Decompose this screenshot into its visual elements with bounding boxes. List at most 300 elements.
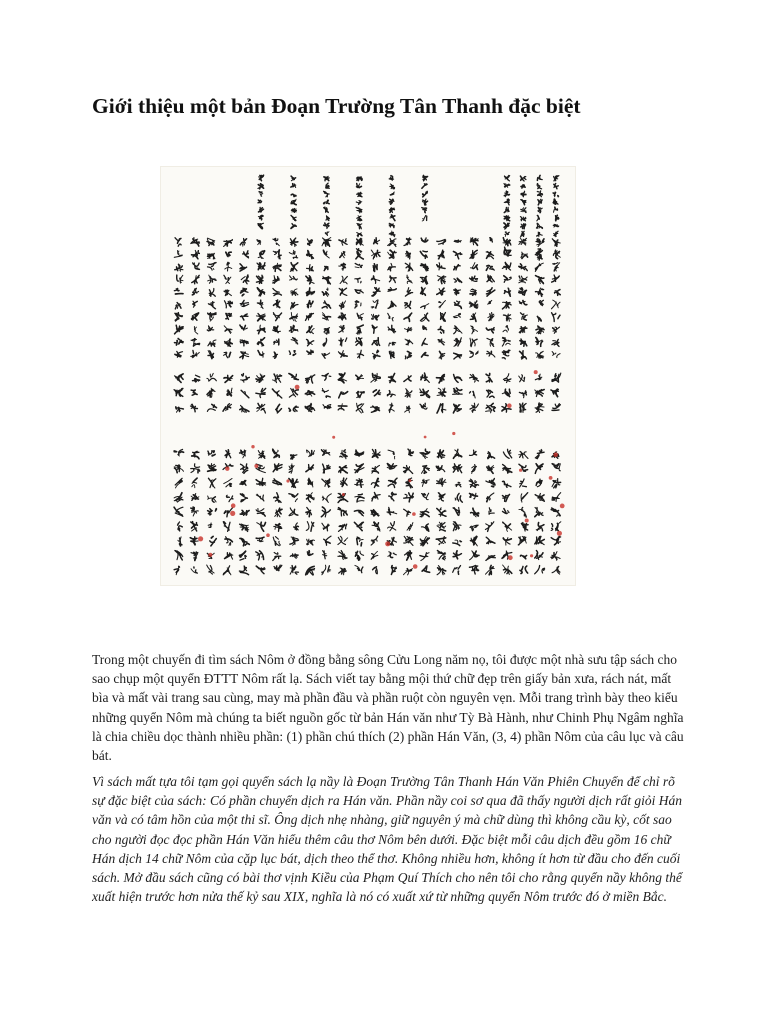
manuscript-glyph: [535, 537, 545, 545]
red-punctuation-mark: [508, 555, 513, 560]
manuscript-glyph: [273, 374, 282, 383]
manuscript-glyph: [404, 536, 413, 545]
manuscript-glyph: [322, 353, 330, 358]
red-punctuation-mark: [549, 476, 553, 480]
manuscript-glyph: [388, 288, 396, 292]
manuscript-glyph: [291, 215, 296, 221]
manuscript-glyph: [240, 405, 249, 412]
manuscript-glyph: [339, 568, 346, 575]
manuscript-glyph: [535, 551, 543, 560]
manuscript-glyph: [486, 252, 493, 259]
manuscript-glyph: [324, 536, 331, 545]
manuscript-glyph: [326, 216, 329, 221]
manuscript-glyph: [520, 566, 528, 574]
manuscript-glyph: [326, 183, 329, 188]
manuscript-glyph: [371, 478, 379, 487]
manuscript-glyph: [175, 313, 183, 321]
manuscript-glyph: [537, 316, 541, 321]
manuscript-glyph: [554, 290, 560, 296]
manuscript-glyph: [339, 288, 347, 295]
manuscript-glyph: [290, 313, 298, 322]
manuscript-glyph: [554, 207, 558, 212]
manuscript-glyph: [421, 313, 429, 321]
manuscript-glyph: [256, 494, 264, 501]
manuscript-glyph: [437, 375, 445, 383]
manuscript-glyph: [439, 351, 445, 358]
manuscript-glyph: [239, 566, 248, 575]
manuscript-glyph: [307, 450, 315, 456]
manuscript-glyph: [274, 523, 282, 531]
manuscript-glyph: [258, 184, 264, 189]
manuscript-glyph: [404, 376, 411, 382]
manuscript-glyph: [290, 566, 298, 575]
manuscript-glyph: [372, 449, 380, 457]
manuscript-glyph: [388, 301, 396, 308]
manuscript-glyph: [486, 403, 496, 413]
red-punctuation-mark: [413, 564, 418, 569]
manuscript-glyph: [191, 522, 198, 531]
manuscript-glyph: [208, 509, 217, 515]
manuscript-glyph: [422, 353, 429, 357]
manuscript-glyph: [291, 303, 298, 309]
page-title: Giới thiệu một bản Đoạn Trường Tân Thanh đặc biệt: [92, 94, 581, 118]
manuscript-glyph: [355, 290, 363, 294]
manuscript-glyph: [373, 264, 377, 272]
manuscript-glyph: [240, 340, 248, 346]
manuscript-glyph: [502, 338, 510, 347]
red-punctuation-mark: [266, 533, 270, 537]
manuscript-glyph: [290, 554, 298, 559]
manuscript-glyph: [240, 494, 247, 502]
manuscript-glyph: [256, 551, 264, 560]
manuscript-glyph: [191, 494, 199, 501]
manuscript-glyph: [289, 406, 298, 411]
manuscript-glyph: [274, 565, 282, 571]
manuscript-glyph: [322, 374, 331, 381]
manuscript-glyph: [535, 449, 544, 458]
manuscript-glyph: [355, 278, 361, 283]
manuscript-glyph: [503, 522, 512, 532]
manuscript-glyph: [372, 288, 380, 296]
manuscript-glyph: [224, 240, 233, 247]
manuscript-glyph: [420, 251, 427, 258]
manuscript-glyph: [322, 301, 331, 308]
manuscript-glyph: [551, 552, 560, 561]
manuscript-glyph: [521, 493, 528, 502]
manuscript-glyph: [191, 238, 200, 246]
manuscript-glyph: [207, 373, 216, 381]
manuscript-glyph: [256, 566, 265, 574]
manuscript-glyph: [388, 250, 397, 258]
manuscript-glyph: [322, 523, 329, 531]
manuscript-glyph: [437, 388, 446, 396]
manuscript-glyph: [240, 551, 247, 560]
manuscript-glyph: [470, 374, 479, 382]
manuscript-glyph: [535, 464, 543, 474]
manuscript-glyph: [422, 215, 427, 221]
manuscript-glyph: [257, 338, 264, 346]
manuscript-glyph: [470, 525, 478, 530]
manuscript-glyph: [454, 338, 461, 347]
manuscript-glyph: [174, 450, 183, 457]
manuscript-glyph: [551, 389, 559, 397]
manuscript-glyph: [177, 522, 182, 531]
manuscript-glyph: [175, 325, 184, 334]
manuscript-glyph: [521, 252, 528, 258]
manuscript-glyph: [470, 250, 478, 258]
manuscript-glyph: [289, 508, 298, 516]
manuscript-glyph: [240, 314, 248, 320]
manuscript-glyph: [388, 263, 396, 271]
manuscript-glyph: [289, 250, 297, 258]
manuscript-glyph: [256, 509, 265, 517]
manuscript-glyph: [223, 404, 232, 412]
manuscript-glyph: [306, 465, 314, 472]
red-punctuation-mark: [452, 432, 455, 435]
manuscript-glyph: [289, 388, 298, 397]
manuscript-glyph: [405, 406, 410, 413]
manuscript-glyph: [486, 328, 494, 333]
manuscript-glyph: [504, 223, 509, 229]
manuscript-glyph: [519, 276, 527, 283]
red-punctuation-mark: [286, 479, 289, 482]
manuscript-glyph: [422, 208, 427, 213]
manuscript-glyph: [387, 391, 395, 397]
manuscript-glyph: [322, 450, 331, 456]
red-punctuation-mark: [198, 536, 203, 541]
manuscript-glyph: [240, 325, 247, 330]
manuscript-glyph: [339, 326, 345, 333]
manuscript-glyph: [436, 537, 445, 545]
manuscript-glyph: [454, 353, 462, 359]
manuscript-glyph: [338, 313, 346, 320]
manuscript-glyph: [521, 217, 526, 221]
manuscript-glyph: [453, 449, 461, 458]
manuscript-glyph: [503, 481, 511, 487]
manuscript-glyph: [423, 175, 428, 180]
manuscript-glyph: [258, 451, 265, 459]
manuscript-glyph: [503, 449, 511, 458]
manuscript-glyph: [405, 263, 412, 271]
red-punctuation-mark: [525, 519, 529, 523]
manuscript-glyph: [538, 207, 542, 212]
manuscript-glyph: [322, 494, 331, 503]
manuscript-glyph: [290, 238, 298, 246]
manuscript-glyph: [273, 464, 282, 472]
manuscript-glyph: [191, 350, 200, 357]
manuscript-glyph: [388, 478, 397, 487]
manuscript-glyph: [421, 238, 428, 242]
manuscript-glyph: [520, 403, 526, 412]
manuscript-page-drawing: [160, 166, 576, 586]
manuscript-glyph: [243, 251, 249, 258]
manuscript-glyph: [191, 464, 200, 473]
red-punctuation-mark: [534, 370, 538, 374]
manuscript-glyph: [455, 493, 462, 502]
manuscript-glyph: [357, 233, 362, 237]
manuscript-glyph: [408, 449, 413, 456]
manuscript-glyph: [486, 478, 495, 487]
manuscript-glyph: [341, 478, 348, 486]
manuscript-glyph: [240, 238, 247, 246]
manuscript-glyph: [307, 551, 313, 556]
manuscript-glyph: [258, 215, 263, 220]
manuscript-glyph: [175, 374, 184, 383]
manuscript-glyph: [241, 374, 250, 383]
manuscript-glyph: [438, 327, 444, 334]
manuscript-glyph: [521, 224, 526, 229]
manuscript-glyph: [307, 340, 314, 346]
manuscript-glyph: [224, 479, 232, 487]
red-punctuation-mark: [342, 493, 345, 496]
manuscript-glyph: [273, 313, 281, 321]
manuscript-glyph: [420, 449, 430, 458]
manuscript-glyph: [535, 494, 544, 502]
manuscript-glyph: [553, 250, 560, 259]
red-punctuation-mark: [254, 464, 258, 468]
manuscript-glyph: [306, 566, 315, 575]
manuscript-glyph: [536, 338, 543, 347]
manuscript-glyph: [175, 551, 183, 560]
manuscript-glyph: [487, 351, 495, 357]
manuscript-glyph: [258, 351, 264, 358]
manuscript-glyph: [354, 522, 363, 531]
manuscript-glyph: [323, 405, 331, 409]
intro-paragraph: Trong một chuyến đi tìm sách Nôm ở đồng bằng sông Cửu Long năm nọ, tôi được một nhà sưu tập sách cho sao chụp một quyển ĐTTT Nôm rất lạ. Sách viết tay bằng mội thứ chữ đẹp trên giấy bản xưa, rách nát, mất bìa và mất vài trang sau cùng, may mà phần đầu và phần ruột còn nguyên vẹn. Mỗi trang trình bày theo kiểu những quyển Nôm mà chúng ta biết nguồn gốc từ bản Hán văn như Tỳ Bà Hành, như Chinh Phụ Ngâm nghĩa là chia chiều dọc thành nhiều phần: (1) phần chú thích (2) phần Hán Văn, (3, 4) phần Nôm của câu lục và câu bát.: [92, 652, 684, 764]
manuscript-glyph: [355, 494, 364, 502]
manuscript-glyph: [190, 404, 197, 412]
manuscript-glyph: [535, 263, 543, 271]
manuscript-glyph: [504, 314, 512, 321]
manuscript-glyph: [470, 313, 476, 322]
manuscript-glyph: [502, 263, 511, 271]
manuscript-glyph: [405, 339, 413, 345]
manuscript-glyph: [257, 240, 260, 245]
manuscript-glyph: [371, 510, 379, 516]
manuscript-glyph: [405, 551, 412, 560]
manuscript-glyph: [454, 375, 462, 383]
manuscript-glyph: [535, 390, 544, 397]
manuscript-glyph: [487, 390, 495, 397]
manuscript-glyph: [389, 351, 394, 358]
manuscript-glyph: [174, 566, 179, 574]
manuscript-glyph: [536, 276, 544, 284]
red-punctuation-mark: [519, 469, 522, 472]
manuscript-glyph: [289, 479, 298, 488]
manuscript-glyph: [305, 375, 314, 383]
manuscript-glyph: [258, 223, 263, 228]
manuscript-glyph: [192, 313, 199, 321]
manuscript-glyph: [519, 452, 528, 459]
manuscript-glyph: [437, 450, 445, 458]
manuscript-glyph: [470, 300, 478, 308]
manuscript-glyph: [193, 375, 200, 382]
manuscript-glyph: [356, 338, 363, 346]
manuscript-glyph: [273, 326, 280, 332]
manuscript-glyph: [225, 553, 233, 560]
manuscript-glyph: [420, 403, 427, 409]
manuscript-glyph: [387, 507, 397, 514]
manuscript-glyph: [454, 326, 462, 334]
manuscript-glyph: [355, 263, 362, 267]
manuscript-glyph: [552, 493, 561, 502]
manuscript-glyph: [208, 340, 216, 346]
red-punctuation-mark: [231, 503, 236, 508]
manuscript-glyph: [193, 301, 198, 307]
manuscript-glyph: [420, 509, 429, 517]
manuscript-glyph: [536, 288, 544, 296]
manuscript-glyph: [209, 478, 216, 488]
manuscript-glyph: [389, 493, 396, 501]
manuscript-glyph: [208, 302, 215, 309]
manuscript-glyph: [240, 264, 247, 271]
manuscript-glyph: [486, 565, 495, 574]
manuscript-glyph: [371, 536, 378, 545]
manuscript-glyph: [174, 507, 183, 516]
manuscript-glyph: [372, 350, 380, 359]
manuscript-glyph: [241, 288, 248, 296]
manuscript-glyph: [356, 325, 363, 334]
manuscript-glyph: [504, 175, 509, 181]
manuscript-glyph: [455, 482, 461, 487]
manuscript-glyph: [453, 314, 460, 318]
manuscript-glyph: [325, 232, 329, 236]
manuscript-glyph: [390, 184, 395, 189]
manuscript-glyph: [438, 250, 444, 259]
manuscript-glyph: [339, 466, 348, 473]
manuscript-glyph: [535, 507, 543, 516]
manuscript-glyph: [273, 449, 280, 457]
manuscript-glyph: [453, 540, 462, 545]
manuscript-glyph: [224, 275, 231, 283]
manuscript-glyph: [552, 339, 559, 346]
manuscript-glyph: [423, 192, 428, 197]
manuscript-glyph: [390, 208, 395, 213]
manuscript-glyph: [226, 313, 232, 319]
manuscript-glyph: [289, 464, 294, 474]
manuscript-glyph: [307, 326, 314, 334]
manuscript-glyph: [503, 538, 511, 545]
red-punctuation-mark: [557, 531, 562, 536]
manuscript-glyph: [224, 375, 233, 382]
manuscript-glyph: [207, 254, 215, 259]
manuscript-glyph: [553, 224, 559, 227]
manuscript-glyph: [454, 265, 460, 270]
manuscript-glyph: [273, 239, 279, 246]
manuscript-glyph: [504, 216, 510, 221]
manuscript-glyph: [256, 388, 266, 397]
manuscript-glyph: [389, 223, 394, 227]
manuscript-glyph: [273, 276, 280, 284]
manuscript-glyph: [519, 264, 528, 271]
red-punctuation-mark: [412, 512, 416, 516]
manuscript-glyph: [438, 339, 445, 345]
manuscript-glyph: [504, 199, 509, 205]
manuscript-glyph: [240, 352, 249, 359]
manuscript-glyph: [488, 452, 495, 459]
manuscript-glyph: [470, 391, 476, 398]
manuscript-glyph: [338, 551, 347, 560]
manuscript-glyph: [371, 250, 380, 259]
manuscript-glyph: [323, 338, 327, 346]
manuscript-glyph: [552, 239, 560, 246]
manuscript-glyph: [240, 524, 249, 531]
manuscript-glyph: [307, 350, 314, 354]
manuscript-glyph: [420, 537, 429, 546]
manuscript-glyph: [437, 508, 446, 517]
manuscript-glyph: [174, 251, 182, 258]
manuscript-glyph: [485, 522, 493, 532]
manuscript-glyph: [437, 240, 446, 245]
manuscript-glyph: [521, 523, 528, 532]
manuscript-glyph: [210, 536, 217, 546]
manuscript-glyph: [324, 200, 330, 204]
manuscript-glyph: [504, 184, 510, 188]
manuscript-glyph: [404, 493, 414, 502]
manuscript-glyph: [256, 275, 263, 283]
manuscript-glyph: [356, 201, 362, 205]
manuscript-glyph: [521, 200, 526, 205]
manuscript-glyph: [551, 522, 561, 531]
manuscript-glyph: [207, 404, 216, 411]
manuscript-glyph: [290, 276, 298, 280]
manuscript-glyph: [290, 263, 298, 272]
manuscript-glyph: [371, 406, 380, 412]
manuscript-glyph: [207, 326, 213, 331]
manuscript-glyph: [388, 522, 396, 531]
manuscript-glyph: [505, 232, 510, 237]
manuscript-glyph: [259, 192, 263, 197]
manuscript-glyph: [504, 288, 510, 296]
red-punctuation-mark: [424, 436, 427, 439]
manuscript-glyph: [503, 374, 511, 383]
manuscript-glyph: [470, 263, 477, 270]
manuscript-glyph: [226, 495, 233, 501]
manuscript-glyph: [422, 479, 430, 486]
manuscript-glyph: [305, 404, 315, 412]
manuscript-glyph: [339, 524, 347, 531]
manuscript-glyph: [536, 326, 544, 334]
manuscript-glyph: [519, 507, 526, 517]
manuscript-glyph: [521, 231, 525, 236]
manuscript-glyph: [453, 566, 461, 575]
manuscript-glyph: [208, 523, 212, 527]
manuscript-glyph: [339, 338, 347, 346]
manuscript-glyph: [420, 277, 427, 284]
manuscript-glyph: [535, 403, 544, 413]
red-punctuation-mark: [295, 385, 300, 390]
manuscript-glyph: [174, 465, 183, 473]
manuscript-glyph: [519, 288, 527, 295]
manuscript-glyph: [552, 404, 560, 411]
manuscript-glyph: [470, 403, 478, 412]
manuscript-glyph: [208, 275, 216, 283]
manuscript-glyph: [453, 508, 460, 516]
manuscript-glyph: [357, 350, 363, 358]
manuscript-glyph: [175, 478, 182, 488]
manuscript-glyph: [470, 551, 479, 560]
manuscript-glyph: [471, 326, 478, 334]
manuscript-glyph: [389, 175, 393, 180]
manuscript-glyph: [406, 251, 411, 259]
manuscript-glyph: [371, 551, 378, 559]
manuscript-glyph: [322, 288, 328, 296]
manuscript-glyph: [422, 184, 427, 189]
manuscript-glyph: [437, 551, 445, 561]
manuscript-glyph: [256, 374, 264, 382]
manuscript-glyph: [307, 239, 312, 245]
manuscript-glyph: [259, 207, 264, 212]
